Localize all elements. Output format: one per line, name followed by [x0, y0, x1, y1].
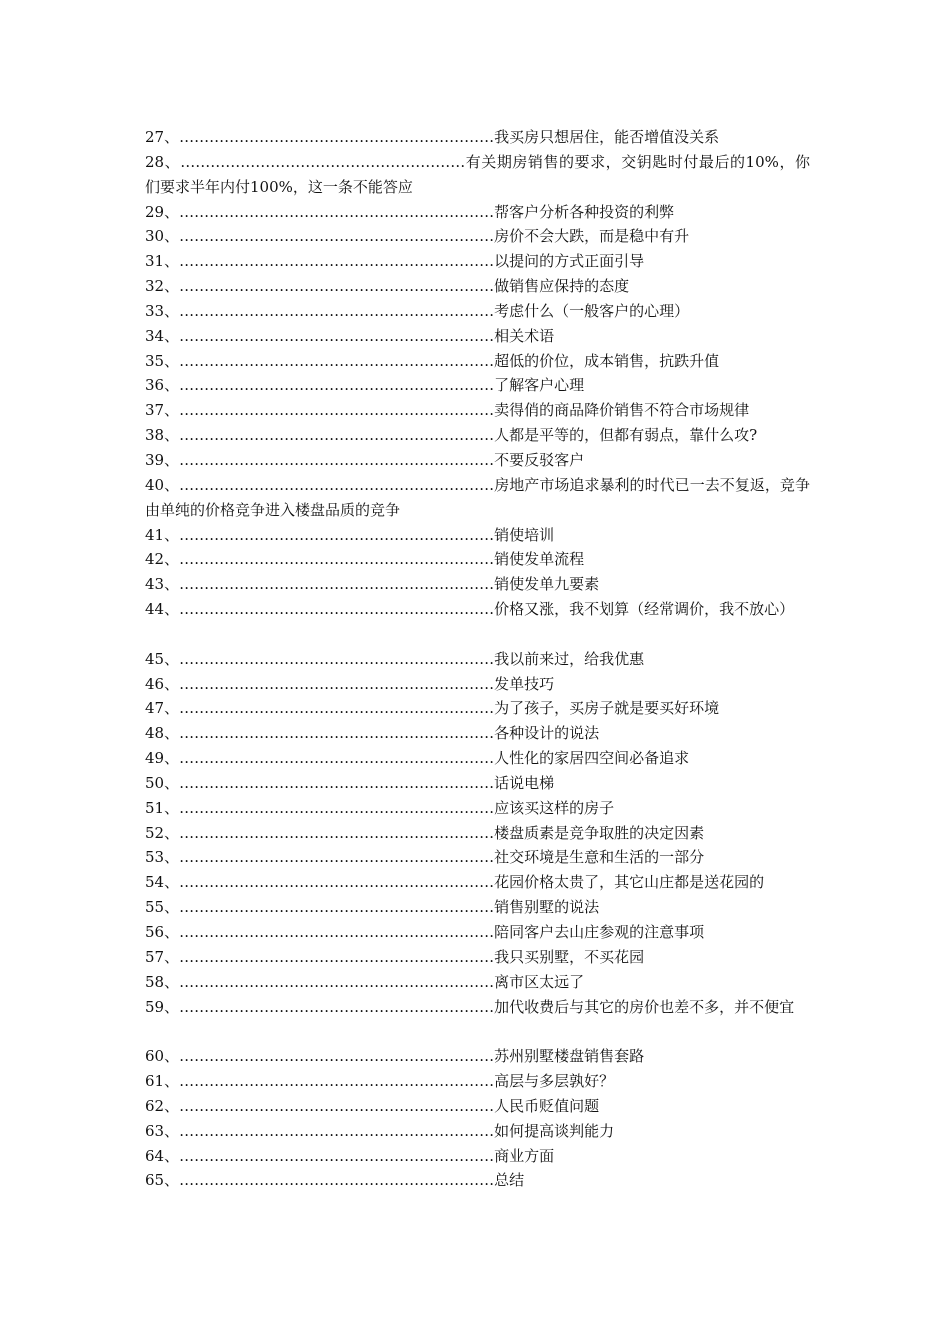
toc-entry-title: 有关期房销售的要求，交钥匙时付最后的10%，你们要求半年内付100%，这一条不能答应 [145, 152, 810, 196]
toc-leader-dots: ……………………………………………………… [179, 550, 495, 569]
toc-entry-title: 销使发单流程 [494, 550, 585, 569]
toc-leader-dots: ……………………………………………………… [179, 798, 495, 817]
toc-entry-number: 65 [145, 1171, 165, 1190]
toc-entry-separator: 、 [164, 947, 180, 966]
toc-leader-dots: ……………………………………………………… [179, 649, 495, 668]
toc-entry-title: 应该买这样的房子 [494, 798, 615, 817]
toc-leader-dots: ………………………………………………… [180, 152, 466, 171]
toc-entry-separator: 、 [164, 550, 180, 569]
toc-entry-separator: 、 [164, 575, 180, 594]
toc-entry-title: 话说电梯 [494, 773, 555, 792]
toc-entry-number: 38 [145, 426, 165, 445]
toc-entry [145, 349, 810, 374]
toc-entry-number: 28 [145, 152, 165, 171]
toc-entry-separator: 、 [164, 1171, 180, 1190]
toc-entry [145, 995, 810, 1020]
toc-entry [145, 845, 810, 870]
toc-entry-title: 人都是平等的，但都有弱点，靠什么攻? [494, 426, 758, 445]
toc-entry-title: 考虑什么（一般客户的心理） [494, 301, 690, 320]
toc-leader-dots: ……………………………………………………… [179, 600, 495, 619]
toc-entry [145, 672, 810, 697]
toc-entry-separator: 、 [164, 972, 180, 991]
toc-leader-dots: ……………………………………………………… [179, 923, 495, 941]
toc-entry-number: 58 [145, 972, 165, 991]
toc-entry [145, 796, 810, 821]
toc-leader-dots: ……………………………………………………… [179, 575, 495, 594]
toc-entry-number: 42 [145, 550, 165, 569]
toc-leader-dots: ……………………………………………………… [179, 475, 495, 494]
toc-entry-title: 销使发单九要素 [494, 575, 600, 594]
toc-entry [145, 696, 810, 721]
toc-entry-title: 不要反驳客户 [494, 450, 585, 469]
toc-leader-dots: ……………………………………………………… [179, 252, 495, 271]
toc-entry-title: 离市区太远了 [494, 972, 585, 991]
toc-entry-separator: 、 [164, 152, 181, 171]
toc-entry [145, 945, 810, 970]
toc-entry-number: 60 [145, 1047, 165, 1066]
toc-entry-separator: 、 [164, 997, 180, 1016]
toc-entry-title: 超低的价位，成本销售，抗跌升值 [494, 351, 720, 370]
toc-entry-title: 花园价格太贵了，其它山庄都是送花园的 [494, 873, 765, 892]
toc-entry [145, 1044, 810, 1069]
toc-entry [145, 547, 810, 572]
toc-leader-dots: ……………………………………………………… [179, 1146, 495, 1165]
toc-leader-dots: ……………………………………………………… [179, 972, 495, 991]
toc-entry-separator: 、 [164, 848, 180, 867]
toc-entry-number: 52 [145, 823, 165, 842]
toc-entry-title: 发单技巧 [494, 674, 555, 693]
toc-entry [145, 1168, 810, 1193]
toc-entry [145, 970, 810, 995]
toc-entry-number: 59 [145, 997, 165, 1016]
toc-leader-dots: ……………………………………………………… [179, 823, 495, 842]
toc-leader-dots: ……………………………………………………… [179, 376, 495, 395]
toc-entry-separator: 、 [164, 475, 180, 494]
toc-page [145, 125, 810, 1193]
toc-entry [145, 572, 810, 597]
toc-entry-separator: 、 [164, 252, 180, 271]
toc-leader-dots: ……………………………………………………… [179, 749, 495, 768]
toc-entry [145, 249, 810, 274]
toc-entry [145, 299, 810, 324]
toc-entry-title: 价格又涨，我不划算（经常调价，我不放心） [494, 600, 795, 619]
toc-entry-title: 卖得俏的商品降价销售不符合市场规律 [494, 401, 750, 420]
toc-entry-separator: 、 [164, 401, 180, 420]
toc-entry-separator: 、 [164, 202, 180, 221]
toc-entry-number: 50 [145, 773, 165, 792]
toc-leader-dots: ……………………………………………………… [179, 898, 495, 917]
toc-entry-number: 63 [145, 1121, 165, 1140]
toc-entry-title: 社交环境是生意和生活的一部分 [494, 848, 705, 867]
toc-entry-number: 29 [145, 202, 165, 221]
toc-leader-dots: ……………………………………………………… [179, 947, 495, 966]
toc-entry-separator: 、 [164, 1146, 180, 1165]
toc-entry-number: 55 [145, 898, 165, 917]
toc-entry-separator: 、 [164, 873, 180, 892]
toc-entry-separator: 、 [164, 600, 180, 619]
toc-leader-dots: ……………………………………………………… [179, 1171, 495, 1190]
toc-entry-separator: 、 [164, 724, 180, 743]
toc-entry-separator: 、 [164, 898, 180, 917]
toc-entry [145, 746, 810, 771]
toc-entry-number: 47 [145, 699, 165, 718]
toc-entry-number: 61 [145, 1072, 165, 1091]
toc-entry-separator: 、 [164, 277, 180, 296]
toc-entry-number: 32 [145, 277, 165, 296]
toc-entry-number: 54 [145, 873, 165, 892]
toc-entry-number: 57 [145, 947, 165, 966]
toc-entry-separator: 、 [164, 525, 180, 544]
toc-entry-separator: 、 [164, 1121, 180, 1140]
toc-leader-dots: ……………………………………………………… [179, 450, 495, 469]
toc-entry [145, 597, 810, 622]
toc-entry [145, 870, 810, 895]
section-spacer [145, 1019, 810, 1044]
toc-leader-dots: ……………………………………………………… [179, 401, 495, 420]
section-spacer [145, 622, 810, 647]
toc-leader-dots: ……………………………………………………… [179, 1072, 495, 1091]
toc-entry-number: 37 [145, 401, 165, 420]
toc-entry [145, 224, 810, 249]
toc-entry [145, 448, 810, 473]
toc-leader-dots: ……………………………………………………… [179, 724, 495, 743]
toc-entry-title: 相关术语 [494, 326, 555, 345]
toc-entry [145, 523, 810, 548]
toc-entry-separator: 、 [164, 699, 180, 718]
toc-entry-number: 62 [145, 1096, 165, 1115]
toc-entry-number: 44 [145, 600, 165, 619]
toc-entry-number: 53 [145, 848, 165, 867]
toc-entry-separator: 、 [164, 674, 180, 693]
toc-entry-title: 陪同客户去山庄参观的注意事项 [494, 923, 705, 941]
toc-entry-separator: 、 [164, 749, 180, 768]
toc-entry-number: 45 [145, 649, 165, 668]
toc-leader-dots: ……………………………………………………… [179, 1047, 495, 1066]
toc-leader-dots: ……………………………………………………… [179, 873, 495, 892]
toc-leader-dots: ……………………………………………………… [179, 202, 495, 221]
toc-entry-title: 房地产市场追求暴利的时代已一去不复返，竞争由单纯的价格竞争进入楼盘品质的竞争 [145, 475, 810, 519]
toc-entry-title: 销使培训 [494, 525, 555, 544]
toc-entry-separator: 、 [164, 798, 180, 817]
toc-entry-number: 64 [145, 1146, 165, 1165]
toc-entry [145, 150, 810, 200]
toc-entry-title: 加代收费后与其它的房价也差不多，并不便宜 [494, 997, 795, 1016]
toc-leader-dots: ……………………………………………………… [179, 277, 495, 296]
toc-entry-number: 35 [145, 351, 165, 370]
toc-entry [145, 771, 810, 796]
toc-leader-dots: ……………………………………………………… [179, 848, 495, 867]
toc-entry-title: 如何提高谈判能力 [494, 1121, 615, 1140]
toc-entry [145, 473, 810, 523]
toc-entry [145, 324, 810, 349]
toc-entry-number: 49 [145, 749, 165, 768]
toc-entry [145, 200, 810, 225]
toc-leader-dots: ……………………………………………………… [179, 326, 495, 345]
toc-leader-dots: ……………………………………………………… [179, 128, 495, 146]
toc-leader-dots: ……………………………………………………… [179, 674, 495, 693]
toc-entry-title: 销售别墅的说法 [494, 898, 600, 917]
toc-leader-dots: ……………………………………………………… [179, 1121, 495, 1140]
toc-leader-dots: ……………………………………………………… [179, 351, 495, 370]
toc-entry-number: 51 [145, 798, 165, 817]
toc-entry [145, 721, 810, 746]
toc-leader-dots: ……………………………………………………… [179, 773, 495, 792]
toc-entry-separator: 、 [164, 376, 180, 395]
toc-entry-separator: 、 [164, 426, 180, 445]
toc-leader-dots: ……………………………………………………… [179, 997, 495, 1016]
toc-entry-title: 我买房只想居住，能否增值没关系 [494, 128, 720, 146]
toc-entry-separator: 、 [164, 326, 180, 345]
toc-entry-title: 楼盘质素是竞争取胜的决定因素 [494, 823, 705, 842]
toc-entry-number: 30 [145, 227, 165, 246]
toc-leader-dots: ……………………………………………………… [179, 1096, 495, 1115]
toc-entry [145, 821, 810, 846]
toc-entry-title: 房价不会大跌，而是稳中有升 [494, 227, 690, 246]
toc-entry-separator: 、 [164, 450, 180, 469]
toc-entry-separator: 、 [164, 1047, 180, 1066]
toc-entry [145, 398, 810, 423]
toc-entry-title: 苏州别墅楼盘销售套路 [494, 1047, 645, 1066]
toc-entry-title: 我以前来过，给我优惠 [494, 649, 645, 668]
toc-entry-title: 做销售应保持的态度 [494, 277, 630, 296]
toc-leader-dots: ……………………………………………………… [179, 525, 495, 544]
toc-entry-title: 各种设计的说法 [494, 724, 600, 743]
toc-entry [145, 373, 810, 398]
toc-entry-number: 27 [145, 128, 165, 146]
toc-leader-dots: ……………………………………………………… [179, 301, 495, 320]
toc-entry-title: 高层与多层孰好？ [494, 1072, 615, 1091]
toc-entry [145, 125, 810, 150]
toc-entry-number: 34 [145, 326, 165, 345]
toc-entry [145, 647, 810, 672]
toc-entry-number: 41 [145, 525, 165, 544]
toc-entry-title: 我只买别墅，不买花园 [494, 947, 645, 966]
toc-entry-number: 43 [145, 575, 165, 594]
toc-entry-number: 36 [145, 376, 165, 395]
toc-leader-dots: ……………………………………………………… [179, 227, 495, 246]
toc-entry-separator: 、 [164, 773, 180, 792]
toc-entry-title: 帮客户分析各种投资的利弊 [494, 202, 675, 221]
toc-entry [145, 895, 810, 920]
toc-entry-separator: 、 [164, 649, 180, 668]
toc-entry [145, 274, 810, 299]
toc-leader-dots: ……………………………………………………… [179, 699, 495, 718]
toc-entry-separator: 、 [164, 1096, 180, 1115]
toc-entry-number: 31 [145, 252, 165, 271]
toc-entry-number: 39 [145, 450, 165, 469]
toc-entry [145, 1119, 810, 1144]
toc-entry-title: 以提问的方式正面引导 [494, 252, 645, 271]
toc-entry [145, 920, 810, 945]
toc-entry-separator: 、 [164, 351, 180, 370]
toc-entry [145, 1144, 810, 1169]
toc-entry-separator: 、 [164, 1072, 180, 1091]
toc-entry-number: 56 [145, 923, 165, 941]
toc-leader-dots: ……………………………………………………… [179, 426, 495, 445]
toc-entry [145, 1069, 810, 1094]
toc-entry-number: 33 [145, 301, 165, 320]
toc-entry-separator: 、 [164, 227, 180, 246]
toc-entry-number: 46 [145, 674, 165, 693]
toc-entry-title: 了解客户心理 [494, 376, 585, 395]
toc-entry-separator: 、 [164, 823, 180, 842]
toc-entry-number: 48 [145, 724, 165, 743]
toc-entry-separator: 、 [164, 128, 180, 146]
toc-entry-title: 人性化的家居四空间必备追求 [494, 749, 690, 768]
toc-entry-separator: 、 [164, 301, 180, 320]
toc-entry-separator: 、 [164, 923, 180, 941]
toc-entry-title: 商业方面 [494, 1146, 555, 1165]
toc-entry [145, 1094, 810, 1119]
toc-entry [145, 423, 810, 448]
toc-entry-title: 总结 [494, 1171, 525, 1190]
toc-entry-number: 40 [145, 475, 165, 494]
toc-entry-title: 人民币贬值问题 [494, 1096, 600, 1115]
toc-entry-title: 为了孩子，买房子就是要买好环境 [494, 699, 720, 718]
